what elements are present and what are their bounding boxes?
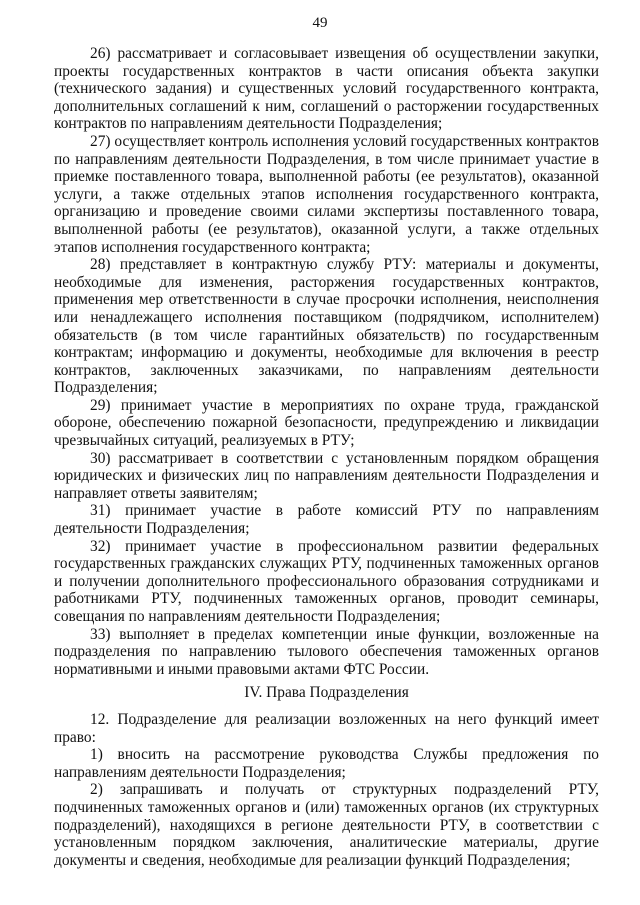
paragraph-item-32: 32) принимает участие в профессиональном развитии федеральных государственных гражданских служащих РТУ, подчиненных таможенных органов и получении дополнительного профессионального образования сотрудниками и работниками РТУ, подчиненных таможенных органов, проводит семинары, совещания по направлениям деятельности Подразделения; bbox=[54, 537, 599, 625]
paragraph-right-1: 1) вносить на рассмотрение руководства Службы предложения по направлениям деятельности Подразделения; bbox=[54, 746, 599, 781]
paragraph-item-31: 31) принимает участие в работе комиссий РТУ по направлениям деятельности Подразделения; bbox=[54, 502, 599, 538]
paragraph-item-28: 28) представляет в контрактную службу РТУ: материалы и документы, необходимые для изменения, расторжения государственных контрактов, применения мер ответственности в случае просрочки исполнения, неисполнения или ненадлежащего исполнения поставщиком (подрядчиком, исполнителем) обязательств (в том числе гарантийных обязательств) по государственным контрактам; информацию и документы, необходимые для включения в реестр контрактов, заключенных заказчиками, по направлениям деятельности Подразделения; bbox=[54, 256, 599, 397]
paragraph-clause-12: 12. Подразделение для реализации возложенных на него функций имеет право: bbox=[54, 710, 599, 746]
page-number: 49 bbox=[312, 15, 328, 31]
document-body bbox=[54, 45, 599, 869]
paragraph-item-27: 27) осуществляет контроль исполнения условий государственных контрактов по направлениям деятельности Подразделения, в том числе принимает участие в приемке поставленного товара, выполненной работы (ее результатов), оказанной услуги, а также отдельных этапов исполнения государственного контракта, организацию и проведение своими силами экспертизы поставленного товара, выполненной работы (ее результатов), оказанной услуги, а также отдельных этапов исполнения государственного контракта; bbox=[54, 132, 599, 256]
section-heading: IV. Права Подразделения bbox=[244, 684, 409, 702]
paragraph-item-33: 33) выполняет в пределах компетенции иные функции, возложенные на подразделения по направлению тылового обеспечения таможенных органов нормативными и иными правовыми актами ФТС России. bbox=[54, 625, 599, 678]
paragraph-item-30: 30) рассматривает в соответствии с установленным порядком обращения юридических и физических лиц по направлениям деятельности Подразделения и направляет ответы заявителям; bbox=[54, 449, 599, 502]
paragraph-right-2: 2) запрашивать и получать от структурных подразделений РТУ, подчиненных таможенных органов и (или) таможенных органов (их структурных подразделений), находящихся в регионе деятельности РТУ, в соответствии с установленным порядком заключения, аналитические материалы, другие документы и сведения, необходимые для реализации функций Подразделения; bbox=[54, 781, 599, 869]
paragraph-item-29: 29) принимает участие в мероприятиях по охране труда, гражданской обороне, обеспечению пожарной безопасности, предупреждению и ликвидации чрезвычайных ситуаций, реализуемых в РТУ; bbox=[54, 396, 599, 450]
paragraph-item-26: 26) рассматривает и согласовывает извещения об осуществлении закупки, проекты государственных контрактов в части описания объекта закупки (технического задания) и существенных условий государственного контракта, дополнительных соглашений к ним, соглашений о расторжении государственных контрактов по направлениям деятельности Подразделения; bbox=[54, 45, 599, 133]
